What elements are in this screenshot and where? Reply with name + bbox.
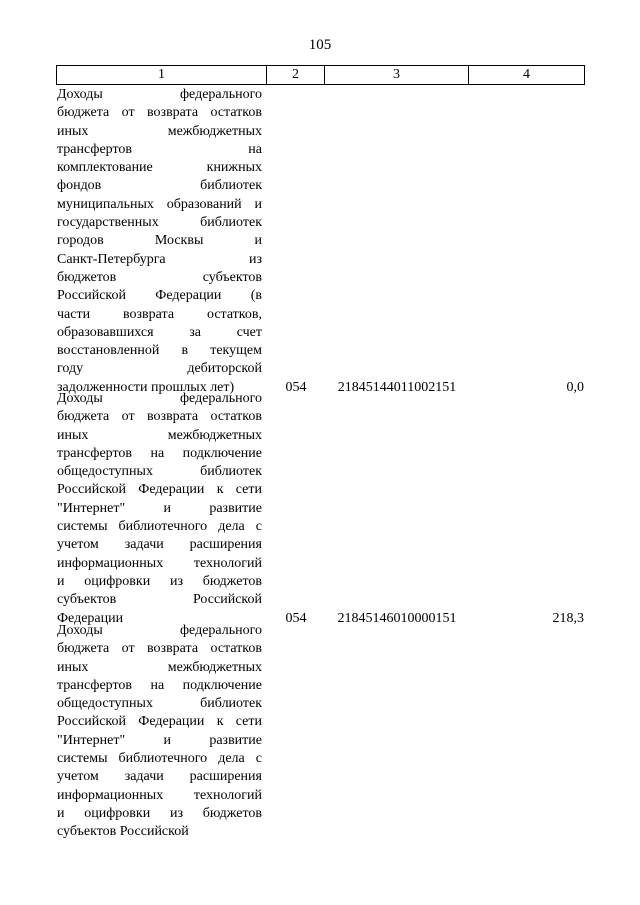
description-line: фондов библиотек xyxy=(57,178,262,194)
description-line: трансфертов на подключение xyxy=(57,677,262,693)
description-line: задолженности прошлых лет) xyxy=(57,379,235,395)
description-line: "Интернет" и развитие xyxy=(57,500,262,516)
description-line: иных межбюджетных xyxy=(57,659,262,675)
row-description xyxy=(57,622,262,842)
table-row xyxy=(57,622,587,842)
column-header-2: 2 xyxy=(267,66,325,84)
column-header-3: 3 xyxy=(325,66,469,84)
description-line: Санкт-Петербурга из xyxy=(57,251,262,267)
description-line: бюджетов субъектов xyxy=(57,269,262,285)
description-line: Доходы федерального xyxy=(57,623,262,638)
description-line: и оцифровки из бюджетов xyxy=(57,573,262,589)
description-line: системы библиотечного дела с xyxy=(57,519,262,535)
row-budget-code: 21845146010000151 xyxy=(337,610,457,626)
description-line: городов Москвы и xyxy=(57,233,262,249)
description-line: году дебиторской xyxy=(57,361,262,377)
description-line: информационных технологий xyxy=(57,787,262,803)
column-header-1: 1 xyxy=(57,66,267,84)
description-line: части возврата остатков, xyxy=(57,306,262,322)
column-header-4: 4 xyxy=(523,67,530,82)
description-line: бюджета от возврата остатков xyxy=(57,409,262,425)
description-line: иных межбюджетных xyxy=(57,427,262,443)
page-number: 105 xyxy=(308,37,332,53)
description-line: бюджета от возврата остатков xyxy=(57,641,262,657)
description-line: трансфертов на xyxy=(57,141,262,157)
description-line: муниципальных образований и xyxy=(57,196,262,212)
row-budget-code: 21845144011002151 xyxy=(337,379,457,395)
description-line: субъектов Российской xyxy=(57,592,262,608)
description-line: восстановленной в текущем xyxy=(57,343,262,359)
description-line: Доходы федерального xyxy=(57,391,262,406)
description-line: учетом задачи расширения xyxy=(57,769,262,785)
row-description xyxy=(57,390,262,628)
description-line: Российской Федерации (в xyxy=(57,288,262,304)
description-line: бюджета от возврата остатков xyxy=(57,105,262,121)
description-line: и оцифровки из бюджетов xyxy=(57,805,262,821)
table-row xyxy=(57,390,587,628)
description-line: Российской Федерации к сети xyxy=(57,714,262,730)
description-line: информационных технологий xyxy=(57,555,262,571)
row-amount: 0,0 xyxy=(566,379,584,395)
description-line: комплектование книжных xyxy=(57,160,262,176)
description-line: системы библиотечного дела с xyxy=(57,751,262,767)
row-admin-code: 054 xyxy=(285,379,307,395)
description-line: Федерации xyxy=(57,610,124,626)
description-line: трансфертов на подключение xyxy=(57,445,262,461)
description-line: государственных библиотек xyxy=(57,215,262,231)
description-line: Российской Федерации к сети xyxy=(57,482,262,498)
row-amount: 218,3 xyxy=(552,610,584,626)
row-description xyxy=(57,86,262,397)
table-row xyxy=(57,86,587,397)
table-header-row xyxy=(56,65,585,85)
description-line: иных межбюджетных xyxy=(57,123,262,139)
description-line: субъектов Российской xyxy=(57,824,189,840)
description-line: учетом задачи расширения xyxy=(57,537,262,553)
description-line: образовавшихся за счет xyxy=(57,324,262,340)
description-line: общедоступных библиотек xyxy=(57,464,262,480)
row-admin-code: 054 xyxy=(285,610,307,626)
description-line: Доходы федерального xyxy=(57,87,262,102)
description-line: "Интернет" и развитие xyxy=(57,732,262,748)
description-line: общедоступных библиотек xyxy=(57,696,262,712)
